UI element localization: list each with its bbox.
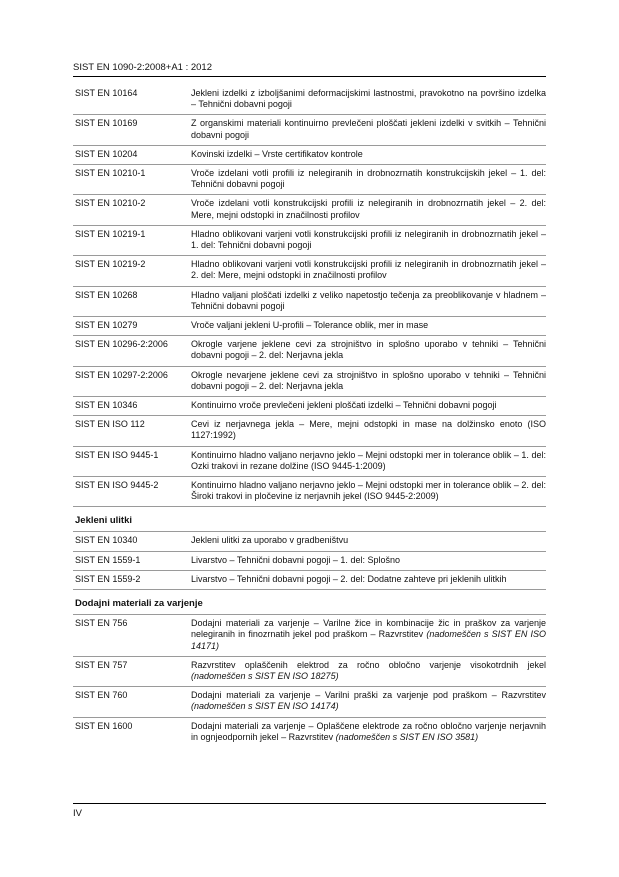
replaced-by-note: (nadomeščen s SIST EN ISO 14171) <box>191 629 546 651</box>
standard-title: Okrogle nevarjene jeklene cevi za strojništvo in splošno uporabo v tehniki – Tehnični dobavni pogoji – 2. del: Nerjavna jekla <box>191 369 546 391</box>
standard-title: Z organskimi materiali kontinuirno prevlečeni ploščati jekleni izdelki v svitkih – Tehnični dobavni pogoji <box>191 118 546 140</box>
standard-code: SIST EN 10297-2:2006 <box>75 369 168 380</box>
table-row <box>73 85 546 115</box>
standard-title-text: Dodajni materiali za varjenje – Varilne žice in kombinacije žic in praškov za varjenje nelegiranih in finozrnatih jekel pod praškom – Razvrstitev <box>191 618 546 640</box>
standard-title: Okrogle varjene jeklene cevi za strojništvo in splošno uporabo v tehniki – Tehnični dobavni pogoji – 2. del: Nerjavna jekla <box>191 339 546 361</box>
standard-code: SIST EN 10219-2 <box>75 259 146 270</box>
table-row <box>73 718 546 747</box>
table-row <box>73 287 546 317</box>
standard-title: Livarstvo – Tehnični dobavni pogoji – 2. del: Dodatne zahteve pri jeklenih ulitkih <box>191 573 507 584</box>
standard-code: SIST EN ISO 9445-1 <box>75 449 159 460</box>
replaced-by-note: (nadomeščen s SIST EN ISO 18275) <box>191 670 339 681</box>
standard-code: SIST EN 10268 <box>75 289 138 300</box>
table-row <box>73 336 546 366</box>
table-row <box>73 226 546 256</box>
table-row <box>73 397 546 416</box>
standard-code: SIST EN 10296-2:2006 <box>75 339 168 350</box>
standard-code: SIST EN 10279 <box>75 320 138 331</box>
standard-title <box>191 618 546 652</box>
standard-title: Livarstvo – Tehnični dobavni pogoji – 1. del: Splošno <box>191 554 400 565</box>
standard-title: Kovinski izdelki – Vrste certifikatov kontrole <box>191 148 363 159</box>
standard-code: SIST EN 1559-1 <box>75 554 141 565</box>
standard-code: SIST EN 1600 <box>75 720 133 731</box>
document-header: SIST EN 1090-2:2008+A1 : 2012 <box>73 62 212 73</box>
table-row <box>73 477 546 507</box>
standard-title-text: Razvrstitev oplaščenih elektrod za ročno obločno varjenje visokotrdnih jekel <box>191 659 546 670</box>
standard-code: SIST EN 10346 <box>75 400 138 411</box>
standard-title <box>191 690 546 712</box>
standard-title: Jekleni izdelki z izboljšanimi deformacijskimi lastnostmi, pravokotno na površino izdelka – Tehnični dobavni pogoji <box>191 88 546 110</box>
standard-code: SIST EN 756 <box>75 618 128 629</box>
standard-title: Vroče valjani jekleni U-profili – Tolerance oblik, mer in mase <box>191 320 429 331</box>
standard-code: SIST EN 10340 <box>75 535 138 546</box>
standard-title: Hladno valjani ploščati izdelki z veliko napetostjo tečenja za preoblikovanje v hladnem – Tehnični dobavni pogoji <box>191 289 546 311</box>
standard-title: Kontinuirno hladno valjano nerjavno jeklo – Mejni odstopki mer in tolerance oblik – 2. del: Široki trakovi in pločevine iz nerjavnih jekel (ISO 9445-2:2009) <box>191 480 546 502</box>
section-heading-welding-consumables: Dodajni materiali za varjenje <box>73 590 546 615</box>
standard-title <box>191 660 546 682</box>
table-row <box>73 115 546 145</box>
table-row <box>73 687 546 717</box>
standard-code: SIST EN 10204 <box>75 148 138 159</box>
table-row <box>73 615 546 657</box>
standard-code: SIST EN ISO 9445-2 <box>75 480 159 491</box>
table-row <box>73 552 546 571</box>
standard-title: Hladno oblikovani varjeni votli konstrukcijski profili iz nelegiranih in drobnozrnatih jekel – 2. del: Mere, mejni odstopki in značilnosti profilov <box>191 259 546 281</box>
replaced-by-note: (nadomeščen s SIST EN ISO 3581) <box>335 731 479 742</box>
standard-title: Kontinuirno vroče prevlečeni jekleni ploščati izdelki – Tehnični dobavni pogoji <box>191 400 497 411</box>
section-heading-cast-steel: Jekleni ulitki <box>73 507 546 532</box>
standards-list <box>73 85 546 747</box>
standard-title: Hladno oblikovani varjeni votli konstrukcijski profili iz nelegiranih in drobnozrnatih jekel – 1. del: Tehnični dobavni pogoji <box>191 228 546 251</box>
table-row <box>73 165 546 195</box>
standard-code: SIST EN 10210-2 <box>75 198 146 209</box>
standard-code: SIST EN ISO 112 <box>75 419 145 430</box>
table-row <box>73 571 546 590</box>
standard-code: SIST EN 757 <box>75 659 128 670</box>
table-row <box>73 532 546 551</box>
standard-code: SIST EN 10164 <box>75 88 138 98</box>
header-rule <box>73 76 546 77</box>
table-row <box>73 256 546 286</box>
standard-code: SIST EN 1559-2 <box>75 573 141 584</box>
table-row <box>73 416 546 446</box>
table-row <box>73 146 546 165</box>
footer-rule <box>73 803 546 804</box>
table-row <box>73 367 546 397</box>
standard-title-text: Dodajni materiali za varjenje – Varilni praški za varjenje pod praškom – Razvrstitev <box>191 690 546 701</box>
standard-title <box>191 721 546 743</box>
table-row <box>73 447 546 477</box>
standard-code: SIST EN 760 <box>75 690 128 701</box>
standard-title: Vroče izdelani votli konstrukcijski profili iz nelegiranih in drobnozrnatih jekel – 2. del: Mere, mejni odstopki in značilnosti profilov <box>191 198 546 220</box>
replaced-by-note: (nadomeščen s SIST EN ISO 14174) <box>191 701 339 712</box>
standard-title: Vroče izdelani votli profili iz nelegiranih in drobnozrnatih konstrukcijskih jekel – 1. del: Tehnični dobavni pogoji <box>191 168 546 190</box>
standard-code: SIST EN 10169 <box>75 118 138 129</box>
standard-title: Cevi iz nerjavnega jekla – Mere, mejni odstopki in mase na dolžinsko enoto (ISO 1127:1992) <box>191 419 546 441</box>
standard-code: SIST EN 10219-1 <box>75 228 146 239</box>
table-row <box>73 195 546 225</box>
page-number: IV <box>73 808 82 819</box>
standard-title-text: Dodajni materiali za varjenje – Oplaščene elektrode za ročno obločno varjenje nerjavnih in ognjeodpornih jekel – Razvrstitev <box>191 720 546 742</box>
standard-code: SIST EN 10210-1 <box>75 168 146 179</box>
table-row <box>73 317 546 336</box>
standard-title: Kontinuirno hladno valjano nerjavno jeklo – Mejni odstopki mer in tolerance oblik – 1. del: Ozki trakovi in rezane dolžine (ISO 9445-1:2009) <box>191 449 546 471</box>
standard-title: Jekleni ulitki za uporabo v gradbeništvu <box>191 535 349 546</box>
table-row <box>73 657 546 687</box>
